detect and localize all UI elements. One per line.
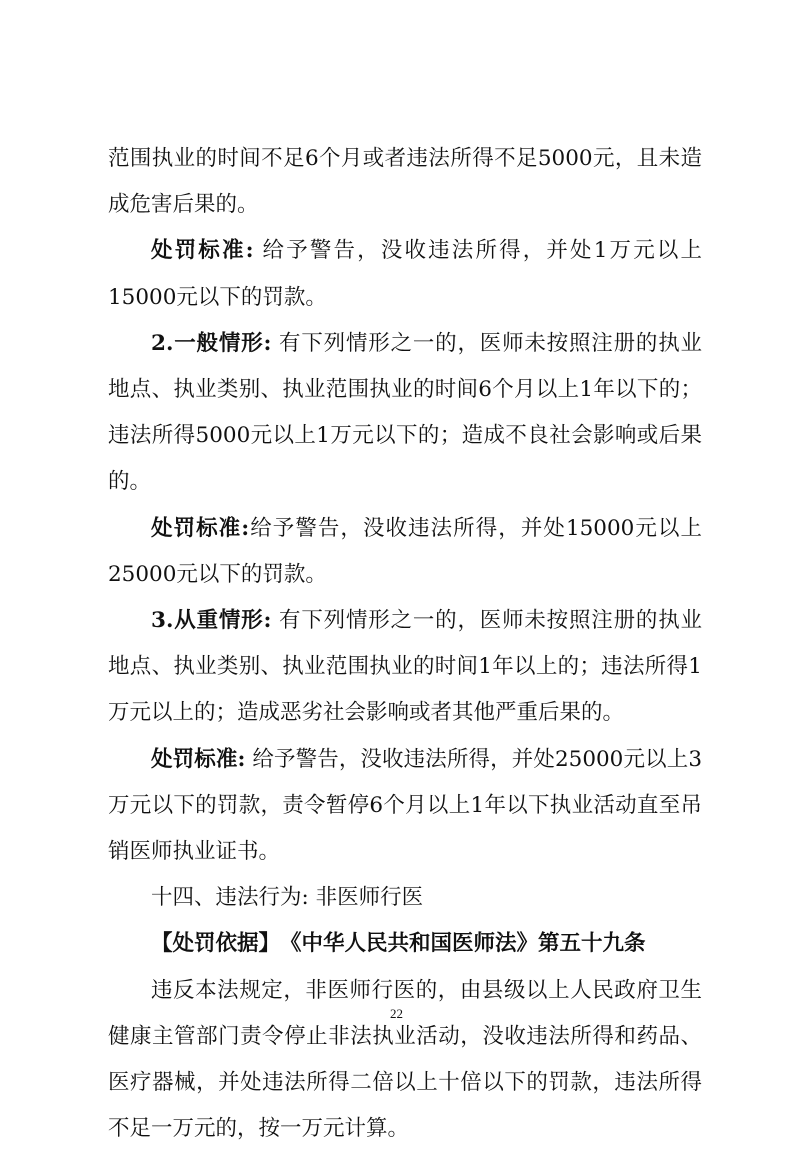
paragraph-text: 给予警告，没收违法所得，并处1万元以上15000元以下的罚款。 <box>108 238 703 310</box>
paragraph-general-circumstance <box>108 321 702 506</box>
paragraph-legal-provision: 违反本法规定，非医师行医的，由县级以上人民政府卫生健康主管部门责令停止非法执业活动，没收违法所得和药品、医疗器械，并处违法所得二倍以上十倍以下的罚款，违法所得不足一万元的，按一万元计算。 <box>108 977 702 1142</box>
paragraph-text: 有下列情形之一的，医师未按照注册的执业地点、执业类别、执业范围执业的时间6个月以上1年以下的；违法所得5000元以上1万元以下的；造成不良社会影响或后果的。 <box>108 330 702 495</box>
paragraph-penalty-standard-general <box>108 506 702 598</box>
label-penalty-standard: 处罚标准: <box>151 515 250 541</box>
label-penalty-standard: 处罚标准: <box>151 238 254 264</box>
paragraph-serious-circumstance <box>108 598 702 737</box>
paragraph-penalty-standard-serious <box>108 737 702 876</box>
label-general-circumstance: 2.一般情形: <box>151 330 272 356</box>
paragraph-penalty-standard-light <box>108 228 702 320</box>
label-serious-circumstance: 3.从重情形: <box>151 608 272 634</box>
section-heading-violation: 十四、违法行为: 非医师行医 <box>151 885 424 911</box>
paragraph-text: 给予警告，没收违法所得，并处25000元以上3万元以下的罚款，责令暂停6个月以上1年以下执业活动直至吊销医师执业证书。 <box>108 746 702 865</box>
paragraph-text: 给予警告，没收违法所得，并处15000元以上25000元以下的罚款。 <box>108 515 702 587</box>
page-number: 22 <box>390 1006 403 1021</box>
paragraph-continuation: 范围执业的时间不足6个月或者违法所得不足5000元，且未造成危害后果的。 <box>108 146 702 218</box>
label-penalty-standard: 处罚标准: <box>151 746 246 772</box>
page-content <box>108 136 702 1152</box>
paragraph-text: 有下列情形之一的，医师未按照注册的执业地点、执业类别、执业范围执业的时间1年以上的；违法所得1万元以上的；造成恶劣社会影响或者其他严重后果的。 <box>108 608 702 726</box>
penalty-basis-heading: 【处罚依据】 《中华人民共和国医师法》第五十九条 <box>151 931 646 957</box>
